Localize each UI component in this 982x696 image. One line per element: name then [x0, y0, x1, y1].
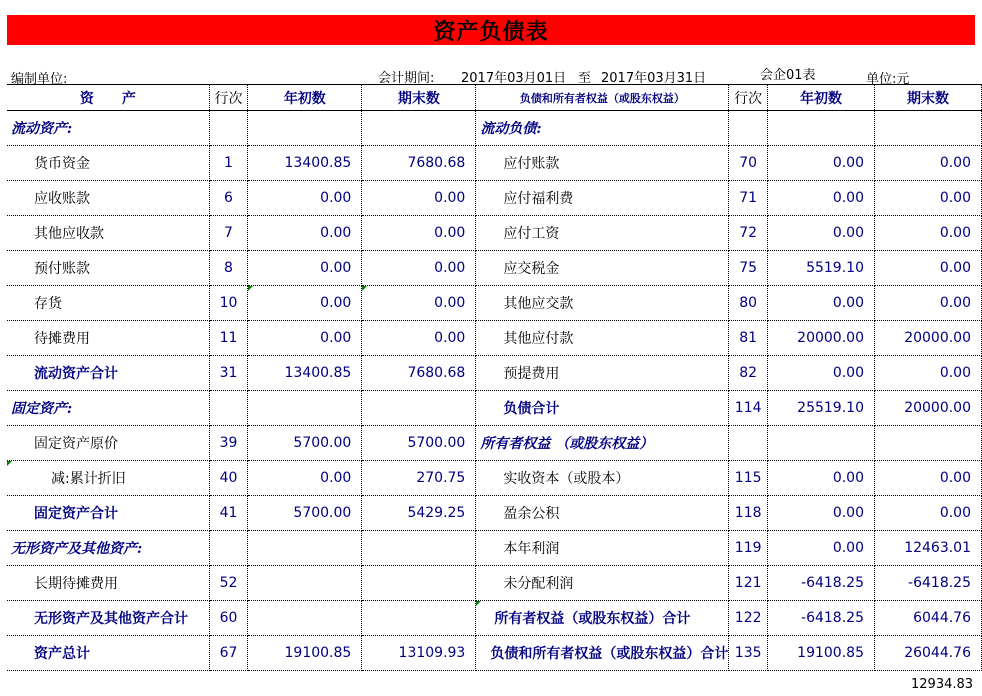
liability-end-cell[interactable]: 20000.00: [874, 321, 981, 356]
header-assets: 资 产: [7, 85, 209, 111]
liability-end-cell[interactable]: 0.00: [874, 251, 981, 286]
liability-name-cell[interactable]: 本年利润: [476, 531, 729, 566]
liability-end-cell[interactable]: 0.00: [874, 216, 981, 251]
asset-line-cell[interactable]: 60: [209, 601, 248, 636]
liability-line-cell[interactable]: 121: [729, 566, 768, 601]
liability-end-cell[interactable]: 0.00: [874, 496, 981, 531]
asset-begin-cell[interactable]: 0.00: [248, 251, 362, 286]
liability-begin-cell[interactable]: 0.00: [768, 181, 875, 216]
asset-name-cell[interactable]: 固定资产原价: [7, 426, 209, 461]
asset-name-cell[interactable]: 待摊费用: [7, 321, 209, 356]
liability-name-cell[interactable]: 负债合计: [476, 391, 729, 426]
liability-end-cell[interactable]: 0.00: [874, 461, 981, 496]
liability-begin-cell[interactable]: -6418.25: [768, 566, 875, 601]
liability-name-cell[interactable]: 应付工资: [476, 216, 729, 251]
asset-begin-cell[interactable]: [248, 391, 362, 426]
asset-begin-cell[interactable]: [248, 601, 362, 636]
asset-begin-cell[interactable]: 13400.85: [248, 146, 362, 181]
bottom-total: 12934.83: [911, 677, 974, 692]
unit-label: 编制单位:: [11, 72, 68, 87]
liability-name-cell[interactable]: 未分配利润: [476, 566, 729, 601]
header-line-2: 行次: [729, 85, 768, 111]
period-label: 会计期间:: [378, 71, 435, 86]
asset-line-cell[interactable]: 67: [209, 636, 248, 671]
asset-name-cell[interactable]: 存货: [7, 286, 209, 321]
liability-line-cell[interactable]: 75: [729, 251, 768, 286]
liability-name-cell[interactable]: 负债和所有者权益（或股东权益）合计: [476, 636, 729, 671]
asset-end-cell[interactable]: 5700.00: [362, 426, 476, 461]
asset-line-cell[interactable]: 52: [209, 566, 248, 601]
liability-end-cell[interactable]: [874, 111, 981, 146]
liability-end-cell[interactable]: 26044.76: [874, 636, 981, 671]
liability-name-cell[interactable]: 实收资本（或股本）: [476, 461, 729, 496]
asset-name-cell[interactable]: 流动资产:: [7, 111, 209, 146]
table-row: [7, 636, 982, 671]
liability-end-cell[interactable]: 0.00: [874, 286, 981, 321]
liability-line-cell[interactable]: 135: [729, 636, 768, 671]
asset-name-cell[interactable]: 固定资产:: [7, 391, 209, 426]
asset-end-cell[interactable]: 5429.25: [362, 496, 476, 531]
asset-end-cell[interactable]: [362, 531, 476, 566]
asset-begin-cell[interactable]: 5700.00: [248, 426, 362, 461]
table-row: [7, 531, 982, 566]
table-row: [7, 496, 982, 531]
header-begin-2: 年初数: [768, 85, 875, 111]
liability-begin-cell[interactable]: 0.00: [768, 146, 875, 181]
asset-name-cell[interactable]: 货币资金: [7, 146, 209, 181]
header-end-2: 期末数: [874, 85, 981, 111]
asset-end-cell[interactable]: [362, 391, 476, 426]
asset-end-cell[interactable]: [362, 111, 476, 146]
liability-line-cell[interactable]: 82: [729, 356, 768, 391]
liability-line-cell[interactable]: 114: [729, 391, 768, 426]
asset-name-cell[interactable]: 资产总计: [7, 636, 209, 671]
table-row: [7, 566, 982, 601]
asset-end-cell[interactable]: 0.00: [362, 321, 476, 356]
asset-end-cell[interactable]: 7680.68: [362, 356, 476, 391]
asset-line-cell[interactable]: 7: [209, 216, 248, 251]
currency-unit: 单位:元: [866, 72, 910, 87]
asset-name-cell[interactable]: 预付账款: [7, 251, 209, 286]
header-begin: 年初数: [248, 85, 362, 111]
asset-begin-cell[interactable]: [248, 531, 362, 566]
liability-line-cell[interactable]: 119: [729, 531, 768, 566]
liability-line-cell[interactable]: 72: [729, 216, 768, 251]
asset-begin-cell[interactable]: 5700.00: [248, 496, 362, 531]
liability-line-cell[interactable]: [729, 111, 768, 146]
asset-name-cell[interactable]: 无形资产及其他资产:: [7, 531, 209, 566]
asset-begin-cell[interactable]: 19100.85: [248, 636, 362, 671]
liability-line-cell[interactable]: 115: [729, 461, 768, 496]
liability-begin-cell[interactable]: 0.00: [768, 461, 875, 496]
asset-line-cell[interactable]: 41: [209, 496, 248, 531]
liability-begin-cell[interactable]: 0.00: [768, 496, 875, 531]
asset-begin-cell[interactable]: [248, 111, 362, 146]
asset-line-cell[interactable]: [209, 111, 248, 146]
liability-begin-cell[interactable]: 0.00: [768, 356, 875, 391]
asset-line-cell[interactable]: 31: [209, 356, 248, 391]
asset-line-cell[interactable]: 40: [209, 461, 248, 496]
liability-name-cell[interactable]: 应付账款: [476, 146, 729, 181]
table-row: [7, 391, 982, 426]
table-row: [7, 111, 982, 146]
liability-begin-cell[interactable]: 0.00: [768, 216, 875, 251]
title-banner: [7, 15, 975, 45]
asset-begin-cell[interactable]: 0.00: [248, 286, 362, 321]
asset-begin-cell[interactable]: 13400.85: [248, 356, 362, 391]
asset-line-cell[interactable]: 6: [209, 181, 248, 216]
asset-line-cell[interactable]: 39: [209, 426, 248, 461]
liability-name-cell[interactable]: 盈余公积: [476, 496, 729, 531]
header-liabilities: 负债和所有者权益（或股东权益）: [476, 85, 729, 111]
liability-line-cell[interactable]: [729, 426, 768, 461]
table-row: [7, 321, 982, 356]
asset-name-cell[interactable]: 固定资产合计: [7, 496, 209, 531]
header-end: 期末数: [362, 85, 476, 111]
liability-begin-cell[interactable]: 20000.00: [768, 321, 875, 356]
table-row: [7, 251, 982, 286]
asset-begin-cell[interactable]: 0.00: [248, 461, 362, 496]
asset-line-cell[interactable]: 11: [209, 321, 248, 356]
asset-begin-cell[interactable]: 0.00: [248, 181, 362, 216]
asset-begin-cell[interactable]: 0.00: [248, 321, 362, 356]
asset-end-cell[interactable]: 0.00: [362, 181, 476, 216]
header-line: 行次: [209, 85, 248, 111]
asset-name-cell[interactable]: 无形资产及其他资产合计: [7, 601, 209, 636]
asset-end-cell[interactable]: 0.00: [362, 251, 476, 286]
form-code: 会企01表: [760, 68, 816, 83]
asset-end-cell[interactable]: 13109.93: [362, 636, 476, 671]
liability-line-cell[interactable]: 71: [729, 181, 768, 216]
asset-end-cell[interactable]: 0.00: [362, 286, 476, 321]
liability-begin-cell[interactable]: 25519.10: [768, 391, 875, 426]
liability-end-cell[interactable]: 0.00: [874, 356, 981, 391]
liability-name-cell[interactable]: 流动负债:: [476, 111, 729, 146]
liability-name-cell[interactable]: 所有者权益（或股东权益）合计: [476, 601, 729, 636]
liability-end-cell[interactable]: 0.00: [874, 181, 981, 216]
asset-line-cell[interactable]: [209, 531, 248, 566]
balance-sheet-table: [7, 84, 982, 671]
period-to-word: 至: [578, 71, 592, 86]
report-title: 资产负债表: [433, 18, 549, 45]
liability-line-cell[interactable]: 80: [729, 286, 768, 321]
liability-line-cell[interactable]: 81: [729, 321, 768, 356]
liability-line-cell[interactable]: 122: [729, 601, 768, 636]
asset-line-cell[interactable]: 1: [209, 146, 248, 181]
asset-name-cell[interactable]: 长期待摊费用: [7, 566, 209, 601]
liability-end-cell[interactable]: 12463.01: [874, 531, 981, 566]
liability-end-cell[interactable]: 20000.00: [874, 391, 981, 426]
table-row: [7, 601, 982, 636]
liability-begin-cell[interactable]: [768, 111, 875, 146]
liability-begin-cell[interactable]: 19100.85: [768, 636, 875, 671]
liability-begin-cell[interactable]: [768, 426, 875, 461]
liability-end-cell[interactable]: 6044.76: [874, 601, 981, 636]
period-to: 2017年03月31日: [601, 71, 707, 86]
asset-end-cell[interactable]: [362, 601, 476, 636]
liability-begin-cell[interactable]: 5519.10: [768, 251, 875, 286]
asset-begin-cell[interactable]: [248, 566, 362, 601]
liability-begin-cell[interactable]: 0.00: [768, 286, 875, 321]
liability-begin-cell[interactable]: -6418.25: [768, 601, 875, 636]
table-row: [7, 181, 982, 216]
liability-line-cell[interactable]: 70: [729, 146, 768, 181]
table-row: [7, 356, 982, 391]
asset-end-cell[interactable]: 7680.68: [362, 146, 476, 181]
asset-end-cell[interactable]: 0.00: [362, 216, 476, 251]
liability-name-cell[interactable]: 应交税金: [476, 251, 729, 286]
period-from: 2017年03月01日: [461, 71, 567, 86]
asset-name-cell[interactable]: 其他应收款: [7, 216, 209, 251]
table-row: [7, 426, 982, 461]
liability-begin-cell[interactable]: 0.00: [768, 531, 875, 566]
header-row: [7, 85, 982, 111]
liability-name-cell[interactable]: 应付福利费: [476, 181, 729, 216]
liability-name-cell[interactable]: 预提费用: [476, 356, 729, 391]
liability-name-cell[interactable]: 其他应付款: [476, 321, 729, 356]
liability-end-cell[interactable]: 0.00: [874, 146, 981, 181]
asset-line-cell[interactable]: 10: [209, 286, 248, 321]
table-row: [7, 216, 982, 251]
liability-end-cell[interactable]: [874, 426, 981, 461]
liability-name-cell[interactable]: 所有者权益 （或股东权益）: [476, 426, 729, 461]
table-row: [7, 286, 982, 321]
asset-name-cell[interactable]: 流动资产合计: [7, 356, 209, 391]
asset-end-cell[interactable]: 270.75: [362, 461, 476, 496]
liability-name-cell[interactable]: 其他应交款: [476, 286, 729, 321]
table-row: [7, 461, 982, 496]
table-row: [7, 146, 982, 181]
asset-line-cell[interactable]: 8: [209, 251, 248, 286]
asset-end-cell[interactable]: [362, 566, 476, 601]
asset-begin-cell[interactable]: 0.00: [248, 216, 362, 251]
asset-line-cell[interactable]: [209, 391, 248, 426]
liability-line-cell[interactable]: 118: [729, 496, 768, 531]
liability-end-cell[interactable]: -6418.25: [874, 566, 981, 601]
asset-name-cell[interactable]: 应收账款: [7, 181, 209, 216]
asset-name-cell[interactable]: 减:累计折旧: [7, 461, 209, 496]
